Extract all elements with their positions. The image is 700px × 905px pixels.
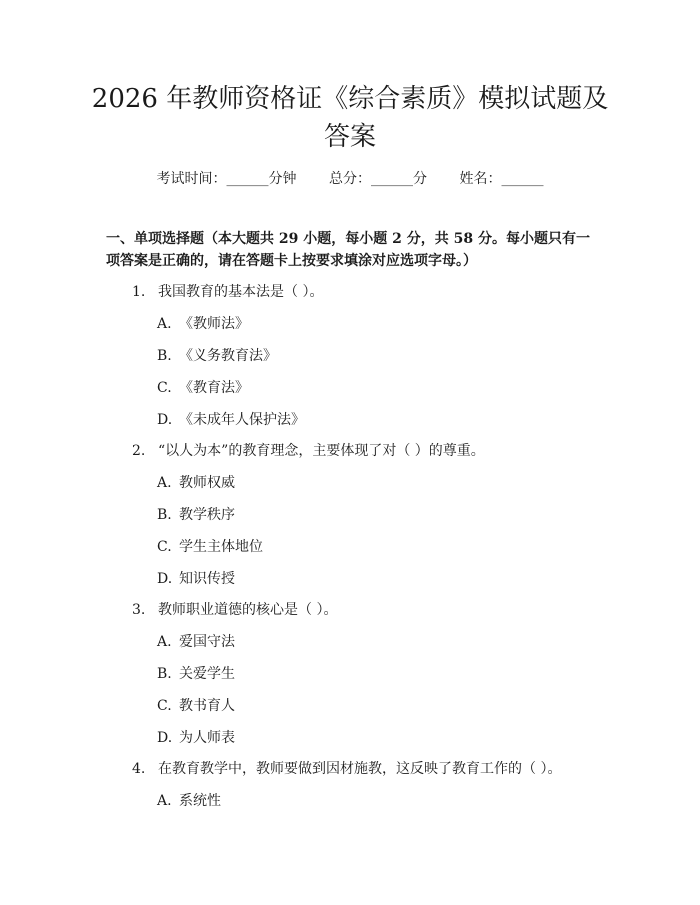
option-text: 爱国守法 [179, 634, 235, 650]
option-text: 《教育法》 [179, 380, 249, 396]
question-2-option-b[interactable] [157, 505, 597, 525]
option-text: 《未成年人保护法》 [179, 412, 305, 428]
option-text: 教学秩序 [179, 507, 235, 523]
option-letter: C. [157, 380, 172, 396]
question-4-option-a[interactable] [157, 791, 597, 811]
question-2-option-d[interactable] [157, 569, 597, 589]
option-text: 关爱学生 [179, 666, 235, 682]
question-number: 1. [132, 284, 146, 300]
question-text: 在教育教学中，教师要做到因材施教，这反映了教育工作的（ ）。 [158, 761, 562, 777]
question-1-option-c[interactable] [157, 378, 597, 398]
page-title: 2026 年教师资格证《综合素质》模拟试题及答案 [91, 84, 609, 152]
student-name: 姓名：______ [459, 171, 544, 187]
option-letter: B. [157, 666, 172, 682]
total-score: 总分：______分 [329, 171, 427, 187]
option-text: 《教师法》 [179, 316, 249, 332]
question-3-option-b[interactable] [157, 664, 597, 684]
option-letter: B. [157, 348, 172, 364]
question-text: 教师职业道德的核心是（ ）。 [158, 602, 338, 618]
question-2 [132, 441, 612, 461]
question-2-option-c[interactable] [157, 537, 597, 557]
question-3-option-d[interactable] [157, 728, 597, 748]
question-1 [132, 282, 612, 302]
option-text: 《义务教育法》 [179, 348, 277, 364]
option-letter: D. [157, 730, 173, 746]
question-1-option-a[interactable] [157, 314, 597, 334]
question-4 [132, 759, 612, 779]
section-heading: 一、单项选择题（本大题共 29 小题，每小题 2 分，共 58 分。每小题只有一项答案是正确的，请在答题卡上按要求填涂对应选项字母。） [106, 231, 590, 269]
option-text: 学生主体地位 [179, 539, 263, 555]
option-text: 教师权威 [179, 475, 235, 491]
exam-meta [0, 168, 700, 188]
option-text: 系统性 [179, 793, 221, 809]
option-text: 知识传授 [179, 571, 235, 587]
option-letter: B. [157, 507, 172, 523]
option-letter: C. [157, 539, 172, 555]
question-text: “以人为本”的教育理念，主要体现了对（ ）的尊重。 [158, 443, 485, 459]
option-letter: C. [157, 698, 172, 714]
question-1-option-d[interactable] [157, 410, 597, 430]
question-3-option-a[interactable] [157, 632, 597, 652]
question-1-option-b[interactable] [157, 346, 597, 366]
option-letter: A. [157, 316, 172, 332]
question-number: 2. [132, 443, 146, 459]
option-letter: A. [157, 634, 172, 650]
question-3 [132, 600, 612, 620]
option-letter: D. [157, 571, 173, 587]
question-2-option-a[interactable] [157, 473, 597, 493]
option-letter: D. [157, 412, 173, 428]
question-number: 4. [132, 761, 146, 777]
option-letter: A. [157, 793, 172, 809]
option-text: 为人师表 [179, 730, 235, 746]
question-3-option-c[interactable] [157, 696, 597, 716]
question-number: 3. [132, 602, 146, 618]
exam-time: 考试时间：______分钟 [156, 171, 297, 187]
option-letter: A. [157, 475, 172, 491]
option-text: 教书育人 [179, 698, 235, 714]
question-text: 我国教育的基本法是（ ）。 [158, 284, 324, 300]
